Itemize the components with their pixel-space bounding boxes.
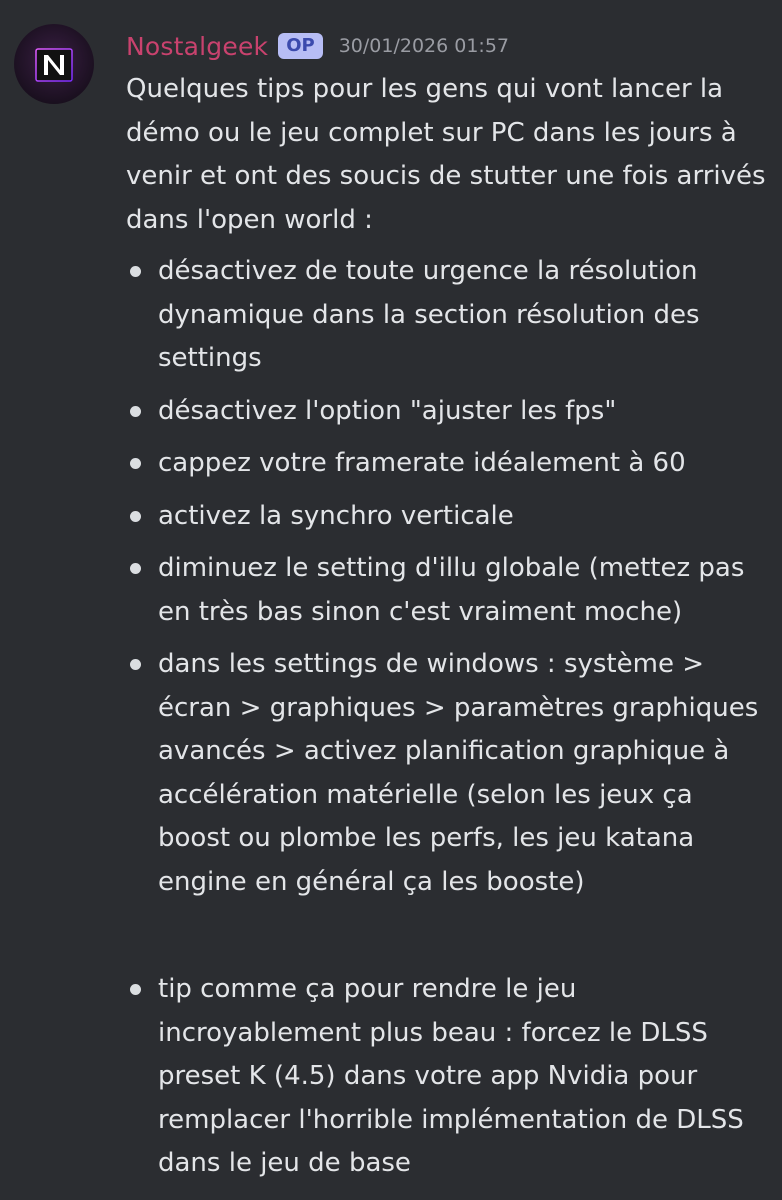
bullet-icon [130,406,141,417]
tips-list [126,250,766,1186]
avatar-logo-icon [14,24,94,104]
list-item-text: dans les settings de windows : système > écran > graphiques > paramètres graphiques avancés > activez planification graphique à accélération matérielle (selon les jeux ça boost ou plombe les perfs, les jeu katana engine en général ça les booste) [158,649,759,897]
list-item [126,968,766,1186]
timestamp[interactable]: 30/01/2026 01:57 [338,35,510,57]
list-item-text: désactivez l'option "ajuster les fps" [158,395,617,426]
list-item-text: tip comme ça pour rendre le jeu incroyablement plus beau : forcez le DLSS preset K (4.5) dans votre app Nvidia pour remplacer l'horrible implémentation de DLSS dans le jeu de base [158,974,744,1178]
bullet-icon [130,563,141,574]
list-item [126,495,766,539]
list-item [126,643,766,904]
list-item [126,250,766,381]
bullet-icon [130,458,141,469]
message-header [126,26,509,66]
list-item-text: activez la synchro verticale [158,500,514,531]
list-item-text: désactivez de toute urgence la résolution dynamique dans la section résolution des settings [158,256,700,373]
username[interactable]: Nostalgeek [126,31,269,61]
list-item [126,547,766,634]
bullet-icon [130,511,141,522]
message-intro: Quelques tips pour les gens qui vont lancer la démo ou le jeu complet sur PC dans les jours à venir et ont des soucis de stutter une fois arrivés dans l'open world : [126,74,766,235]
list-item [126,442,766,486]
bullet-icon [130,659,141,670]
list-item-text: diminuez le setting d'illu globale (mettez pas en très bas sinon c'est vraiment moche) [158,553,745,627]
list-item-text: cappez votre framerate idéalement à 60 [158,448,686,478]
avatar[interactable] [14,24,94,104]
bullet-icon [130,266,141,277]
message-content [126,68,766,1195]
list-item [126,390,766,434]
op-badge: OP [278,33,323,59]
bullet-icon [130,984,141,995]
